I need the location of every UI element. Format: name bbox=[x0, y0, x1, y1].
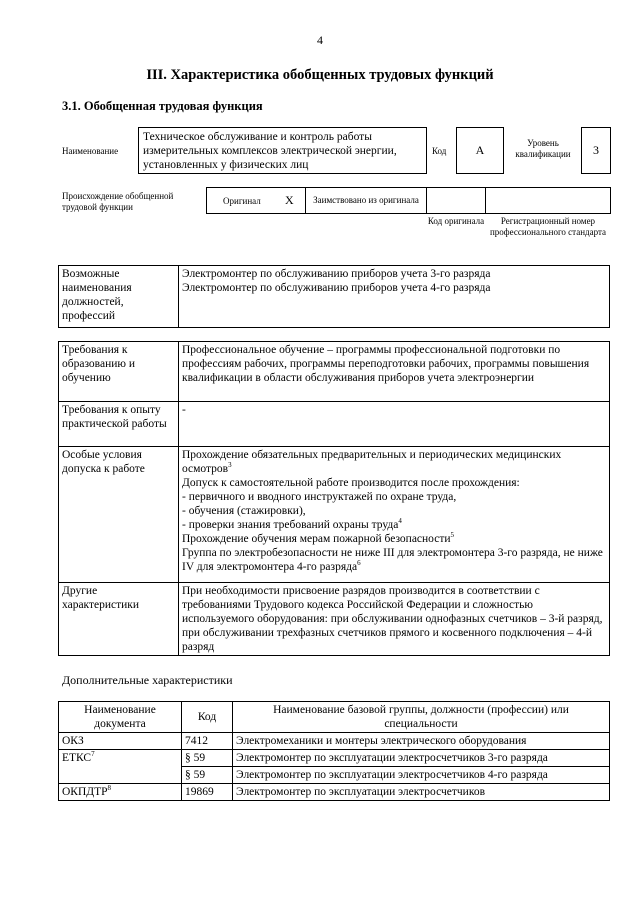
special-value bbox=[179, 447, 610, 583]
code-cell: 19869 bbox=[182, 784, 233, 801]
experience-value: - bbox=[179, 402, 610, 447]
col-header-document: Наименование документа bbox=[59, 702, 182, 733]
col-header-name: Наименование базовой группы, должности (профессии) или специальности bbox=[233, 702, 610, 733]
function-code-value: А bbox=[456, 127, 504, 174]
other-label: Другие характеристики bbox=[59, 583, 179, 656]
level-label: Уровень квалификации bbox=[515, 138, 571, 159]
code-label: Код bbox=[432, 146, 447, 156]
special-line: Прохождение обучения мерам пожарной безопасности$^5$ bbox=[182, 531, 455, 545]
other-value: При необходимости присвоение разрядов производится в соответствии с требованиями Трудового кодекса Российской Федерации и сложностью используемого оборудования: при обслуживании однофазных счетчиков – 3-й разряд, при обслуживании трехфазных счетчиков прямого и косвенного подключения – 4-й разряд bbox=[179, 583, 610, 656]
code-cell: 7412 bbox=[182, 733, 233, 750]
subsection-title: 3.1. Обобщенная трудовая функция bbox=[62, 99, 263, 113]
name-cell: Электромеханики и монтеры электрического оборудования bbox=[233, 733, 610, 750]
section-title: III. Характеристика обобщенных трудовых функций bbox=[146, 67, 494, 83]
origin-label: Происхождение обобщенной трудовой функции bbox=[62, 191, 174, 212]
origin-reg-cell bbox=[485, 187, 611, 214]
special-line: Прохождение обязательных предварительных и периодических медицинских осмотров$^3$ bbox=[182, 449, 562, 475]
position-line: Электромонтер по обслуживанию приборов учета 4-го разряда bbox=[182, 282, 491, 294]
positions-label: Возможные наименования должностей, профессий bbox=[59, 266, 179, 328]
positions-value bbox=[179, 266, 610, 328]
table-row bbox=[59, 784, 610, 801]
code-cell: § 59 bbox=[182, 750, 233, 767]
doc-cell: ОКПДТР$^8$ bbox=[59, 784, 182, 801]
special-line: Группа по электробезопасности не ниже III для электромонтера 3-го разряда, не ниже IV для электромонтера 4-го разряда$^6$ bbox=[182, 547, 603, 573]
table-row bbox=[59, 733, 610, 750]
name-label: Наименование bbox=[62, 146, 119, 156]
requirements-table bbox=[58, 341, 610, 656]
experience-label: Требования к опыту практической работы bbox=[59, 402, 179, 447]
code-cell: § 59 bbox=[182, 767, 233, 784]
additional-table bbox=[58, 701, 610, 801]
borrowed-cell bbox=[305, 187, 427, 214]
special-label: Особые условия допуска к работе bbox=[59, 447, 179, 583]
origin-code-cell bbox=[426, 187, 486, 214]
position-line: Электромонтер по обслуживанию приборов учета 3-го разряда bbox=[182, 268, 491, 280]
name-cell: Электромонтер по эксплуатации электросчетчиков 3-го разряда bbox=[233, 750, 610, 767]
borrowed-label: Заимствовано из оригинала bbox=[313, 195, 419, 205]
table-row bbox=[59, 750, 610, 767]
original-cell bbox=[206, 187, 306, 214]
special-line: Допуск к самостоятельной работе производится после прохождения: bbox=[182, 477, 520, 489]
name-cell: Электромонтер по эксплуатации электросчетчиков bbox=[233, 784, 610, 801]
level-value: 3 bbox=[581, 127, 611, 174]
origin-code-caption: Код оригинала bbox=[427, 216, 485, 226]
original-label: Оригинал bbox=[223, 196, 261, 206]
page-number: 4 bbox=[317, 33, 323, 47]
original-mark: X bbox=[285, 193, 294, 207]
function-name-value: Техническое обслуживание и контроль работы измерительных комплексов электрической энергии, установленных у физических лиц bbox=[138, 127, 427, 174]
col-header-code: Код bbox=[182, 702, 233, 733]
education-label: Требования к образованию и обучению bbox=[59, 342, 179, 402]
positions-table bbox=[58, 265, 610, 328]
origin-reg-caption: Регистрационный номер профессионального стандарта bbox=[489, 216, 607, 237]
name-cell: Электромонтер по эксплуатации электросчетчиков 4-го разряда bbox=[233, 767, 610, 784]
doc-cell: ОКЗ bbox=[59, 733, 182, 750]
special-line: - проверки знания требований охраны труда$^4$ bbox=[182, 517, 402, 531]
education-value: Профессиональное обучение – программы профессиональной подготовки по профессиям рабочих, программы переподготовки рабочих, программы повышения квалификации в области обслуживания приборов учета электроэнергии bbox=[179, 342, 610, 402]
special-line: - обучения (стажировки), bbox=[182, 505, 306, 517]
additional-title: Дополнительные характеристики bbox=[62, 673, 233, 687]
doc-cell: ЕТКС$^7$ bbox=[59, 750, 182, 784]
special-line: - первичного и вводного инструктажей по охране труда, bbox=[182, 491, 457, 503]
